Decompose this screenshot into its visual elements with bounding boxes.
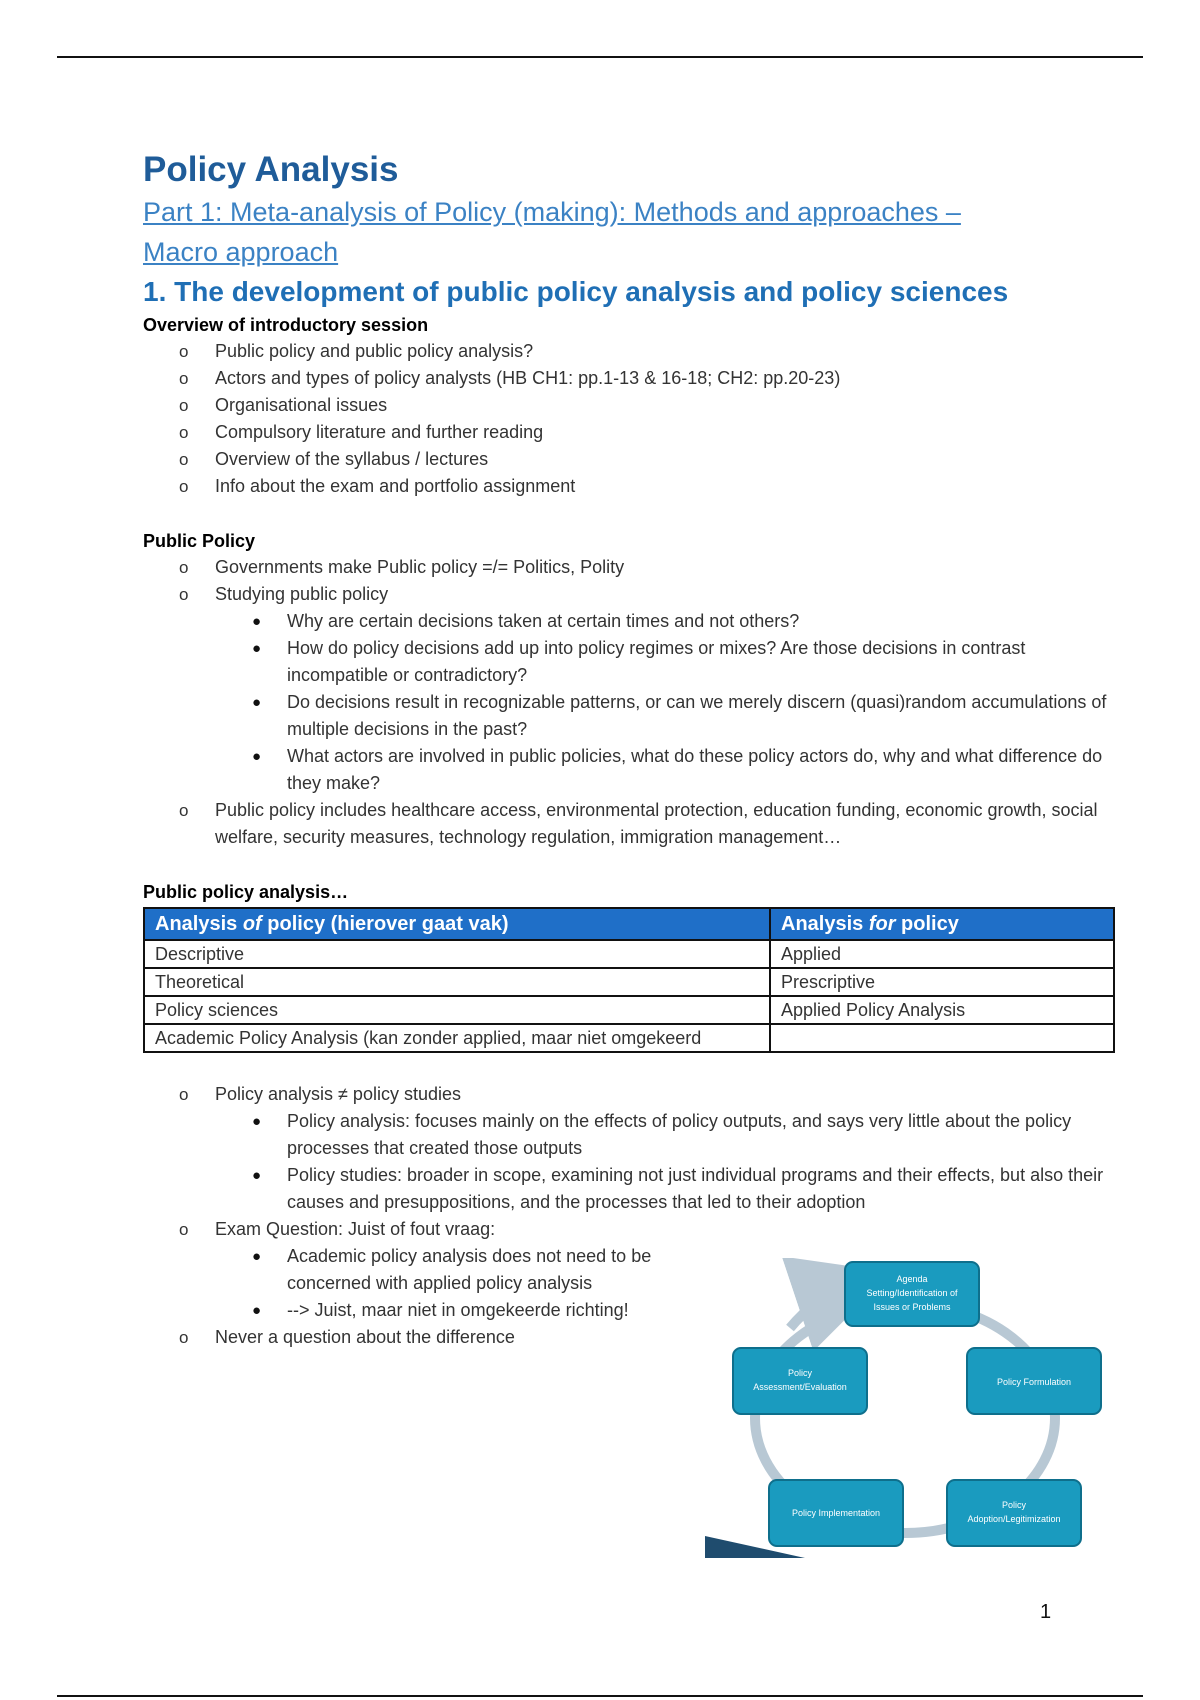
policy-cycle-diagram xyxy=(705,1258,1105,1558)
list-item: ● Do decisions result in recognizable patterns, or can we merely discern (quasi)random accumulations of multiple decisions in the past? xyxy=(215,689,1123,743)
stage-agenda-setting xyxy=(845,1262,979,1326)
circle-bullet-icon: o xyxy=(179,1328,189,1347)
svg-text:Agenda: Agenda xyxy=(896,1274,928,1284)
list-item: o Governments make Public policy =/= Politics, Polity xyxy=(143,554,1123,581)
column-header-analysis-of: Analysis of policy (hierover gaat vak) xyxy=(144,908,770,940)
list-item: o Public policy includes healthcare access, environmental protection, education funding, economic growth, social welfare, security measures, technology regulation, immigration management… xyxy=(143,797,1123,851)
list-item: o Public policy and public policy analysis? xyxy=(143,338,1123,365)
document-title: Policy Analysis xyxy=(143,150,399,189)
table-cell xyxy=(770,1024,1114,1052)
table-cell: Descriptive xyxy=(144,940,770,968)
svg-text:Issues or Problems: Issues or Problems xyxy=(873,1302,951,1312)
circle-bullet-icon: o xyxy=(179,423,189,442)
table-cell: Applied Policy Analysis xyxy=(770,996,1114,1024)
exam-question-sublist xyxy=(143,1243,703,1324)
dot-bullet-icon: ● xyxy=(252,1113,262,1130)
list-item: o Actors and types of policy analysts (HB CH1: pp.1-13 & 16-18; CH2: pp.20-23) xyxy=(143,365,1123,392)
circle-bullet-icon: o xyxy=(179,585,189,604)
stage-policy-formulation xyxy=(967,1348,1101,1414)
table-row xyxy=(144,940,1114,968)
circle-bullet-icon: o xyxy=(179,801,189,820)
table-cell: Theoretical xyxy=(144,968,770,996)
table-header-row xyxy=(144,908,1114,940)
overview-heading: Overview of introductory session xyxy=(143,315,429,335)
list-item: ● Policy analysis: focuses mainly on the effects of policy outputs, and says very little about the policy processes that created those outputs xyxy=(215,1108,1123,1162)
footer-rule xyxy=(57,1695,1143,1697)
dot-bullet-icon: ● xyxy=(252,1302,262,1319)
document-body xyxy=(143,148,1123,1351)
header-rule xyxy=(57,56,1143,58)
circle-bullet-icon: o xyxy=(179,558,189,577)
list-item: ● Policy studies: broader in scope, examining not just individual programs and their effects, but also their causes and presuppositions, and the processes that led to their adoption xyxy=(215,1162,1123,1216)
svg-text:Policy Implementation: Policy Implementation xyxy=(791,1508,881,1518)
stage-policy-adoption xyxy=(947,1480,1081,1546)
list-item: ● What actors are involved in public policies, what do these policy actors do, why and what difference do they make? xyxy=(215,743,1123,797)
list-item: o Exam Question: Juist of fout vraag: ● Academic policy analysis does not need to be concerned with applied policy analysis ● --> Juist, maar niet in omgekeerde richting! xyxy=(143,1216,1123,1324)
table-cell: Prescriptive xyxy=(770,968,1114,996)
list-item: o Organisational issues xyxy=(143,392,1123,419)
studying-policy-sublist xyxy=(143,608,1123,797)
circle-bullet-icon: o xyxy=(179,369,189,388)
part-title-line2: Macro approach xyxy=(143,237,339,267)
analysis-heading: Public policy analysis… xyxy=(143,882,349,902)
svg-text:Adoption/Legitimization: Adoption/Legitimization xyxy=(967,1514,1061,1524)
table-row xyxy=(144,1024,1114,1052)
dot-bullet-icon: ● xyxy=(252,640,262,657)
dot-bullet-icon: ● xyxy=(252,694,262,711)
circle-bullet-icon: o xyxy=(179,450,189,469)
svg-text:Policy: Policy xyxy=(787,1368,813,1378)
list-item: o Overview of the syllabus / lectures xyxy=(143,446,1123,473)
list-item: o Info about the exam and portfolio assignment xyxy=(143,473,1123,500)
svg-text:Assessment/Evaluation: Assessment/Evaluation xyxy=(753,1382,847,1392)
table-cell: Policy sciences xyxy=(144,996,770,1024)
page-number: 1 xyxy=(1040,1601,1052,1623)
list-item: o Compulsory literature and further reading xyxy=(143,419,1123,446)
analysis-table xyxy=(143,907,1115,1053)
circle-bullet-icon: o xyxy=(179,1085,189,1104)
dot-bullet-icon: ● xyxy=(252,613,262,630)
svg-text:Policy: Policy xyxy=(1001,1500,1027,1510)
svg-text:Setting/Identification of: Setting/Identification of xyxy=(866,1288,958,1298)
dot-bullet-icon: ● xyxy=(252,748,262,765)
policy-analysis-sublist xyxy=(143,1108,1123,1216)
dot-bullet-icon: ● xyxy=(252,1167,262,1184)
circle-bullet-icon: o xyxy=(179,477,189,496)
public-policy-list xyxy=(143,554,1123,851)
table-row xyxy=(144,968,1114,996)
list-item: o Studying public policy ● Why are certain decisions taken at certain times and not others? ● How do policy decisions add up into policy regimes or mixes? Are those decisions in contrast incompatible or contradictory? ● Do decisions result in recognizable patterns, or can we merely discern (quasi)random accumulations of multiple decisions in the past? ● What actors are involved in public policies, what do these policy actors do, why and what difference do they make? xyxy=(143,581,1123,797)
list-item: ● How do policy decisions add up into policy regimes or mixes? Are those decisions in contrast incompatible or contradictory? xyxy=(215,635,1123,689)
list-item: o Never a question about the difference xyxy=(143,1324,1123,1351)
svg-text:Policy Formulation: Policy Formulation xyxy=(996,1377,1072,1387)
table-cell: Applied xyxy=(770,940,1114,968)
overview-list xyxy=(143,338,1123,500)
chapter-title: 1. The development of public policy analysis and policy sciences xyxy=(143,276,1009,307)
list-item: ● Why are certain decisions taken at certain times and not others? xyxy=(215,608,1123,635)
list-item: ● Academic policy analysis does not need to be concerned with applied policy analysis xyxy=(215,1243,703,1297)
table-row xyxy=(144,996,1114,1024)
column-header-analysis-for: Analysis for policy xyxy=(770,908,1114,940)
stage-policy-evaluation xyxy=(733,1348,867,1414)
dot-bullet-icon: ● xyxy=(252,1248,262,1265)
list-item: o Policy analysis ≠ policy studies ● Policy analysis: focuses mainly on the effects of policy outputs, and says very little about the policy processes that created those outputs ● Policy studies: broader in scope, examining not just individual programs and their effects, but also their causes and presuppositions, and the processes that led to their adoption xyxy=(143,1081,1123,1216)
circle-bullet-icon: o xyxy=(179,1220,189,1239)
table-cell: Academic Policy Analysis (kan zonder applied, maar niet omgekeerd xyxy=(144,1024,770,1052)
public-policy-heading: Public Policy xyxy=(143,531,256,551)
stage-policy-implementation xyxy=(769,1480,903,1546)
part-title-line1: Part 1: Meta-analysis of Policy (making): Methods and approaches – xyxy=(143,197,961,227)
circle-bullet-icon: o xyxy=(179,342,189,361)
circle-bullet-icon: o xyxy=(179,396,189,415)
list-item: ● --> Juist, maar niet in omgekeerde richting! xyxy=(215,1297,703,1324)
